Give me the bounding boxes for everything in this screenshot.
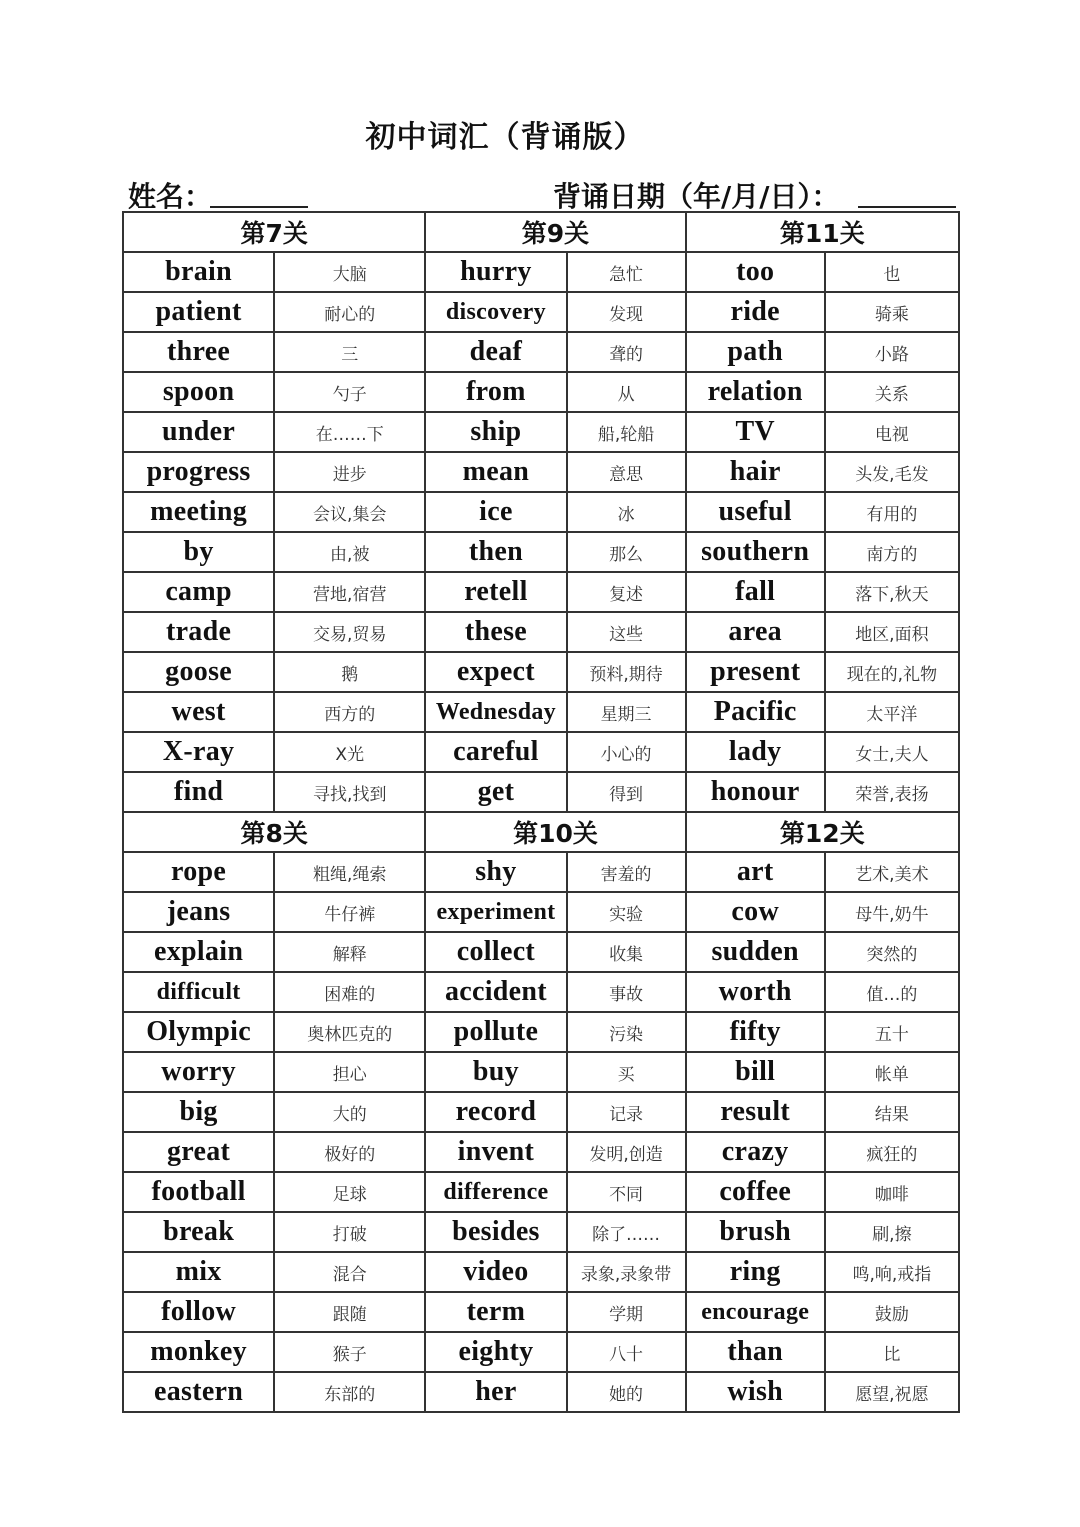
english-word: useful <box>686 492 825 532</box>
chinese-meaning: 星期三 <box>567 692 686 732</box>
english-word: follow <box>123 1292 274 1332</box>
english-word: difference <box>425 1172 566 1212</box>
table-row <box>123 772 959 812</box>
english-word: difficult <box>123 972 274 1012</box>
chinese-meaning: 比 <box>825 1332 959 1372</box>
chinese-meaning: 大的 <box>274 1092 425 1132</box>
table-row <box>123 892 959 932</box>
table-row <box>123 1012 959 1052</box>
chinese-meaning: 疯狂的 <box>825 1132 959 1172</box>
chinese-meaning: 打破 <box>274 1212 425 1252</box>
english-word: hair <box>686 452 825 492</box>
english-word: under <box>123 412 274 452</box>
table-row <box>123 452 959 492</box>
table-row <box>123 532 959 572</box>
english-word: collect <box>425 932 566 972</box>
chinese-meaning: 南方的 <box>825 532 959 572</box>
table-row <box>123 1332 959 1372</box>
chinese-meaning: 极好的 <box>274 1132 425 1172</box>
english-word: brain <box>123 252 274 292</box>
english-word: patient <box>123 292 274 332</box>
chinese-meaning: 发现 <box>567 292 686 332</box>
english-word: three <box>123 332 274 372</box>
chinese-meaning: 在……下 <box>274 412 425 452</box>
chinese-meaning: 困难的 <box>274 972 425 1012</box>
table-row <box>123 852 959 892</box>
chinese-meaning: 冰 <box>567 492 686 532</box>
chinese-meaning: 艺术,美术 <box>825 852 959 892</box>
english-word: eastern <box>123 1372 274 1412</box>
table-row <box>123 332 959 372</box>
chinese-meaning: 得到 <box>567 772 686 812</box>
table-row <box>123 1212 959 1252</box>
chinese-meaning: 担心 <box>274 1052 425 1092</box>
table-row <box>123 612 959 652</box>
chinese-meaning: 有用的 <box>825 492 959 532</box>
english-word: from <box>425 372 566 412</box>
table-row <box>123 1292 959 1332</box>
chinese-meaning: 咖啡 <box>825 1172 959 1212</box>
chinese-meaning: 猴子 <box>274 1332 425 1372</box>
chinese-meaning: 预料,期待 <box>567 652 686 692</box>
english-word: bill <box>686 1052 825 1092</box>
chinese-meaning: 收集 <box>567 932 686 972</box>
english-word: progress <box>123 452 274 492</box>
english-word: pollute <box>425 1012 566 1052</box>
date-label: 背诵日期（年/月/日）： <box>553 180 840 213</box>
level-header: 第7关 <box>123 212 425 252</box>
chinese-meaning: 害羞的 <box>567 852 686 892</box>
chinese-meaning: 突然的 <box>825 932 959 972</box>
chinese-meaning: 聋的 <box>567 332 686 372</box>
english-word: goose <box>123 652 274 692</box>
english-word: her <box>425 1372 566 1412</box>
chinese-meaning: 头发,毛发 <box>825 452 959 492</box>
english-word: west <box>123 692 274 732</box>
english-word: than <box>686 1332 825 1372</box>
chinese-meaning: 帐单 <box>825 1052 959 1092</box>
english-word: wish <box>686 1372 825 1412</box>
table-row <box>123 1372 959 1412</box>
english-word: experiment <box>425 892 566 932</box>
chinese-meaning: 小路 <box>825 332 959 372</box>
english-word: ice <box>425 492 566 532</box>
english-word: path <box>686 332 825 372</box>
date-blank-line <box>858 206 956 208</box>
chinese-meaning: 地区,面积 <box>825 612 959 652</box>
chinese-meaning: 鸣,响,戒指 <box>825 1252 959 1292</box>
table-row <box>123 1132 959 1172</box>
level-header: 第11关 <box>686 212 959 252</box>
english-word: find <box>123 772 274 812</box>
page-title: 初中词汇（背诵版） <box>365 120 645 155</box>
english-word: term <box>425 1292 566 1332</box>
chinese-meaning: 这些 <box>567 612 686 652</box>
chinese-meaning: 粗绳,绳索 <box>274 852 425 892</box>
english-word: jeans <box>123 892 274 932</box>
chinese-meaning: 寻找,找到 <box>274 772 425 812</box>
english-word: Pacific <box>686 692 825 732</box>
chinese-meaning: 三 <box>274 332 425 372</box>
chinese-meaning: X光 <box>274 732 425 772</box>
english-word: get <box>425 772 566 812</box>
table-row <box>123 1052 959 1092</box>
chinese-meaning: 不同 <box>567 1172 686 1212</box>
english-word: buy <box>425 1052 566 1092</box>
english-word: X-ray <box>123 732 274 772</box>
english-word: football <box>123 1172 274 1212</box>
english-word: retell <box>425 572 566 612</box>
english-word: explain <box>123 932 274 972</box>
english-word: shy <box>425 852 566 892</box>
english-word: encourage <box>686 1292 825 1332</box>
chinese-meaning: 解释 <box>274 932 425 972</box>
english-word: worth <box>686 972 825 1012</box>
english-word: TV <box>686 412 825 452</box>
english-word: sudden <box>686 932 825 972</box>
english-word: eighty <box>425 1332 566 1372</box>
chinese-meaning: 从 <box>567 372 686 412</box>
chinese-meaning: 落下,秋天 <box>825 572 959 612</box>
chinese-meaning: 西方的 <box>274 692 425 732</box>
level-header: 第8关 <box>123 812 425 852</box>
chinese-meaning: 急忙 <box>567 252 686 292</box>
english-word: cow <box>686 892 825 932</box>
table-row <box>123 652 959 692</box>
chinese-meaning: 意思 <box>567 452 686 492</box>
chinese-meaning: 愿望,祝愿 <box>825 1372 959 1412</box>
english-word: besides <box>425 1212 566 1252</box>
english-word: fifty <box>686 1012 825 1052</box>
english-word: art <box>686 852 825 892</box>
chinese-meaning: 由,被 <box>274 532 425 572</box>
english-word: camp <box>123 572 274 612</box>
chinese-meaning: 事故 <box>567 972 686 1012</box>
english-word: trade <box>123 612 274 652</box>
section-header-row <box>123 812 959 852</box>
chinese-meaning: 大脑 <box>274 252 425 292</box>
table-row <box>123 1172 959 1212</box>
english-word: these <box>425 612 566 652</box>
chinese-meaning: 进步 <box>274 452 425 492</box>
chinese-meaning: 五十 <box>825 1012 959 1052</box>
chinese-meaning: 也 <box>825 252 959 292</box>
english-word: worry <box>123 1052 274 1092</box>
chinese-meaning: 发明,创造 <box>567 1132 686 1172</box>
table-row <box>123 972 959 1012</box>
chinese-meaning: 太平洋 <box>825 692 959 732</box>
english-word: big <box>123 1092 274 1132</box>
english-word: mean <box>425 452 566 492</box>
chinese-meaning: 鼓励 <box>825 1292 959 1332</box>
chinese-meaning: 跟随 <box>274 1292 425 1332</box>
section-header-row <box>123 212 959 252</box>
level-header: 第10关 <box>425 812 685 852</box>
english-word: rope <box>123 852 274 892</box>
english-word: brush <box>686 1212 825 1252</box>
chinese-meaning: 刷,擦 <box>825 1212 959 1252</box>
english-word: then <box>425 532 566 572</box>
english-word: fall <box>686 572 825 612</box>
chinese-meaning: 八十 <box>567 1332 686 1372</box>
table-row <box>123 292 959 332</box>
english-word: spoon <box>123 372 274 412</box>
chinese-meaning: 耐心的 <box>274 292 425 332</box>
english-word: crazy <box>686 1132 825 1172</box>
chinese-meaning: 记录 <box>567 1092 686 1132</box>
english-word: ring <box>686 1252 825 1292</box>
english-word: deaf <box>425 332 566 372</box>
chinese-meaning: 买 <box>567 1052 686 1092</box>
english-word: relation <box>686 372 825 412</box>
chinese-meaning: 污染 <box>567 1012 686 1052</box>
english-word: monkey <box>123 1332 274 1372</box>
chinese-meaning: 值…的 <box>825 972 959 1012</box>
chinese-meaning: 交易,贸易 <box>274 612 425 652</box>
english-word: discovery <box>425 292 566 332</box>
chinese-meaning: 电视 <box>825 412 959 452</box>
chinese-meaning: 关系 <box>825 372 959 412</box>
chinese-meaning: 现在的,礼物 <box>825 652 959 692</box>
chinese-meaning: 实验 <box>567 892 686 932</box>
english-word: expect <box>425 652 566 692</box>
chinese-meaning: 那么 <box>567 532 686 572</box>
chinese-meaning: 会议,集会 <box>274 492 425 532</box>
table-row <box>123 372 959 412</box>
chinese-meaning: 勺子 <box>274 372 425 412</box>
table-row <box>123 1092 959 1132</box>
table-row <box>123 732 959 772</box>
english-word: by <box>123 532 274 572</box>
english-word: Wednesday <box>425 692 566 732</box>
english-word: video <box>425 1252 566 1292</box>
chinese-meaning: 学期 <box>567 1292 686 1332</box>
name-label: 姓名： <box>128 180 213 213</box>
chinese-meaning: 鹅 <box>274 652 425 692</box>
name-blank-line <box>210 206 308 208</box>
english-word: mix <box>123 1252 274 1292</box>
chinese-meaning: 奥林匹克的 <box>274 1012 425 1052</box>
chinese-meaning: 东部的 <box>274 1372 425 1412</box>
chinese-meaning: 船,轮船 <box>567 412 686 452</box>
english-word: hurry <box>425 252 566 292</box>
english-word: accident <box>425 972 566 1012</box>
table-row <box>123 932 959 972</box>
english-word: southern <box>686 532 825 572</box>
level-header: 第9关 <box>425 212 685 252</box>
chinese-meaning: 牛仔裤 <box>274 892 425 932</box>
chinese-meaning: 结果 <box>825 1092 959 1132</box>
english-word: meeting <box>123 492 274 532</box>
english-word: lady <box>686 732 825 772</box>
english-word: result <box>686 1092 825 1132</box>
table-row <box>123 692 959 732</box>
table-row <box>123 412 959 452</box>
english-word: too <box>686 252 825 292</box>
chinese-meaning: 小心的 <box>567 732 686 772</box>
english-word: ship <box>425 412 566 452</box>
chinese-meaning: 复述 <box>567 572 686 612</box>
table-row <box>123 1252 959 1292</box>
chinese-meaning: 母牛,奶牛 <box>825 892 959 932</box>
english-word: great <box>123 1132 274 1172</box>
chinese-meaning: 她的 <box>567 1372 686 1412</box>
vocabulary-table <box>122 211 960 1413</box>
level-header: 第12关 <box>686 812 959 852</box>
english-word: honour <box>686 772 825 812</box>
chinese-meaning: 荣誉,表扬 <box>825 772 959 812</box>
english-word: break <box>123 1212 274 1252</box>
english-word: Olympic <box>123 1012 274 1052</box>
chinese-meaning: 混合 <box>274 1252 425 1292</box>
chinese-meaning: 足球 <box>274 1172 425 1212</box>
english-word: invent <box>425 1132 566 1172</box>
chinese-meaning: 女士,夫人 <box>825 732 959 772</box>
english-word: ride <box>686 292 825 332</box>
english-word: present <box>686 652 825 692</box>
chinese-meaning: 除了…… <box>567 1212 686 1252</box>
chinese-meaning: 营地,宿营 <box>274 572 425 612</box>
table-row <box>123 492 959 532</box>
table-row <box>123 252 959 292</box>
english-word: area <box>686 612 825 652</box>
english-word: careful <box>425 732 566 772</box>
english-word: record <box>425 1092 566 1132</box>
english-word: coffee <box>686 1172 825 1212</box>
table-row <box>123 572 959 612</box>
chinese-meaning: 骑乘 <box>825 292 959 332</box>
chinese-meaning: 录象,录象带 <box>567 1252 686 1292</box>
